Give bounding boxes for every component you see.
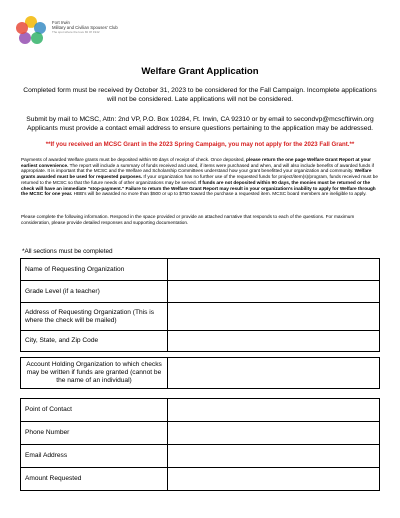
point-of-contact-field[interactable] [168, 399, 380, 422]
point-of-contact-label: Point of Contact [21, 399, 168, 422]
terms-text-e: If your organization has no further use of the requested funds for project/item(s)/program, funds received must be returned to the MCSC so that the future needs of other organizations may be served. [21, 174, 378, 185]
logo-line-1: Fort Irwin [52, 20, 70, 25]
org-name-field[interactable] [168, 259, 380, 281]
table-row [21, 422, 380, 445]
org-address-field[interactable] [168, 303, 380, 331]
account-holder-label: Account Holding Organization to which checks may be written if funds are granted (cannot be the name of an individual) [21, 358, 168, 389]
submit-paragraph: Submit by mail to MCSC, Attn: 2nd VP, P.O. Box 10284, Ft. Irwin, CA 92310 or by email to secondvp@mcscftirwin.org Applicants must provide a contact email address to ensure questions pertaining to the application may be addressed. [26, 116, 374, 132]
account-holder-field[interactable] [168, 358, 380, 389]
org-name-label: Name of Requesting Organization [21, 259, 168, 281]
table-row [21, 399, 380, 422]
city-state-zip-label: City, State, and Zip Code [21, 331, 168, 352]
org-address-label: Address of Requesting Organization (This is where the check will be mailed) [21, 303, 168, 331]
phone-number-field[interactable] [168, 422, 380, 445]
flower-logo-icon [14, 14, 48, 48]
deadline-paragraph: Completed form must be received by October 31, 2023 to be considered for the Fall Campaign. Incomplete applications will not be considered. Late applications will not be considered. [23, 87, 377, 103]
terms-text-c: The report will include a summary of funds received and used, if items were purchased and when, and will also include benefits of awarded funds if appropriate. It is important that the MCSC and the Welfare and Scholarship Committees understand how your grant benefitted your organization and community. [21, 162, 374, 174]
table-row [21, 259, 380, 281]
table-row [21, 281, 380, 303]
terms-paragraph [21, 157, 381, 197]
table-row [21, 303, 380, 331]
account-holder-table [20, 357, 380, 389]
logo-text [52, 20, 118, 36]
required-note: *All sections must be completed [22, 248, 113, 255]
terms-text-g: HBB's will be awarded no more than $500 or up to $750 toward the purchase a requested item. MCSC board members are ineligible to apply. [72, 191, 367, 197]
terms-text-b: please return the one page Welfare Grant Report at your earliest convenience. [21, 157, 371, 168]
amount-requested-field[interactable] [168, 468, 380, 491]
grade-level-field[interactable] [168, 281, 380, 303]
contact-table [20, 398, 380, 491]
city-state-zip-field[interactable] [168, 331, 380, 352]
logo-line-2: Military and Civilian Spouses' Club [52, 25, 118, 31]
table-row [21, 358, 380, 389]
terms-text-a: Payments of awarded Welfare grants must be deposited within 90 days of receipt of check. Once deposited, [21, 157, 247, 162]
spring-grant-warning: **If you received an MCSC Grant in the 2023 Spring Campaign, you may not apply for the 2023 Fall Grant.** [45, 141, 355, 148]
table-row [21, 331, 380, 352]
phone-number-label: Phone Number [21, 422, 168, 445]
table-row [21, 468, 380, 491]
amount-requested-label: Amount Requested [21, 468, 168, 491]
terms-text-d: Welfare grants awarded must be used for requested purposes. [21, 168, 372, 180]
instructions-paragraph: Please complete the following information. Respond in the space provided or provide an attached narrative that responds to each of the questions. For maximum consideration, please provide detailed responses and supporting documentation. [21, 214, 355, 225]
club-logo [14, 14, 224, 48]
grade-level-label: Grade Level (if a teacher) [21, 281, 168, 303]
table-row [21, 445, 380, 468]
page-title: Welfare Grant Application [141, 66, 259, 77]
terms-text-f: If funds are not deposited within 90 days, the monies must be returned or the check will have an immediate "stop-payment." Failure to return the Welfare Grant Report may result in your organization's inability to apply for Welfare through the MCSC for one year. [21, 179, 376, 197]
email-address-label: Email Address [21, 445, 168, 468]
logo-tagline: The spot where the love Mi Of 1942 [52, 30, 100, 35]
organization-table [20, 258, 380, 352]
email-address-field[interactable] [168, 445, 380, 468]
